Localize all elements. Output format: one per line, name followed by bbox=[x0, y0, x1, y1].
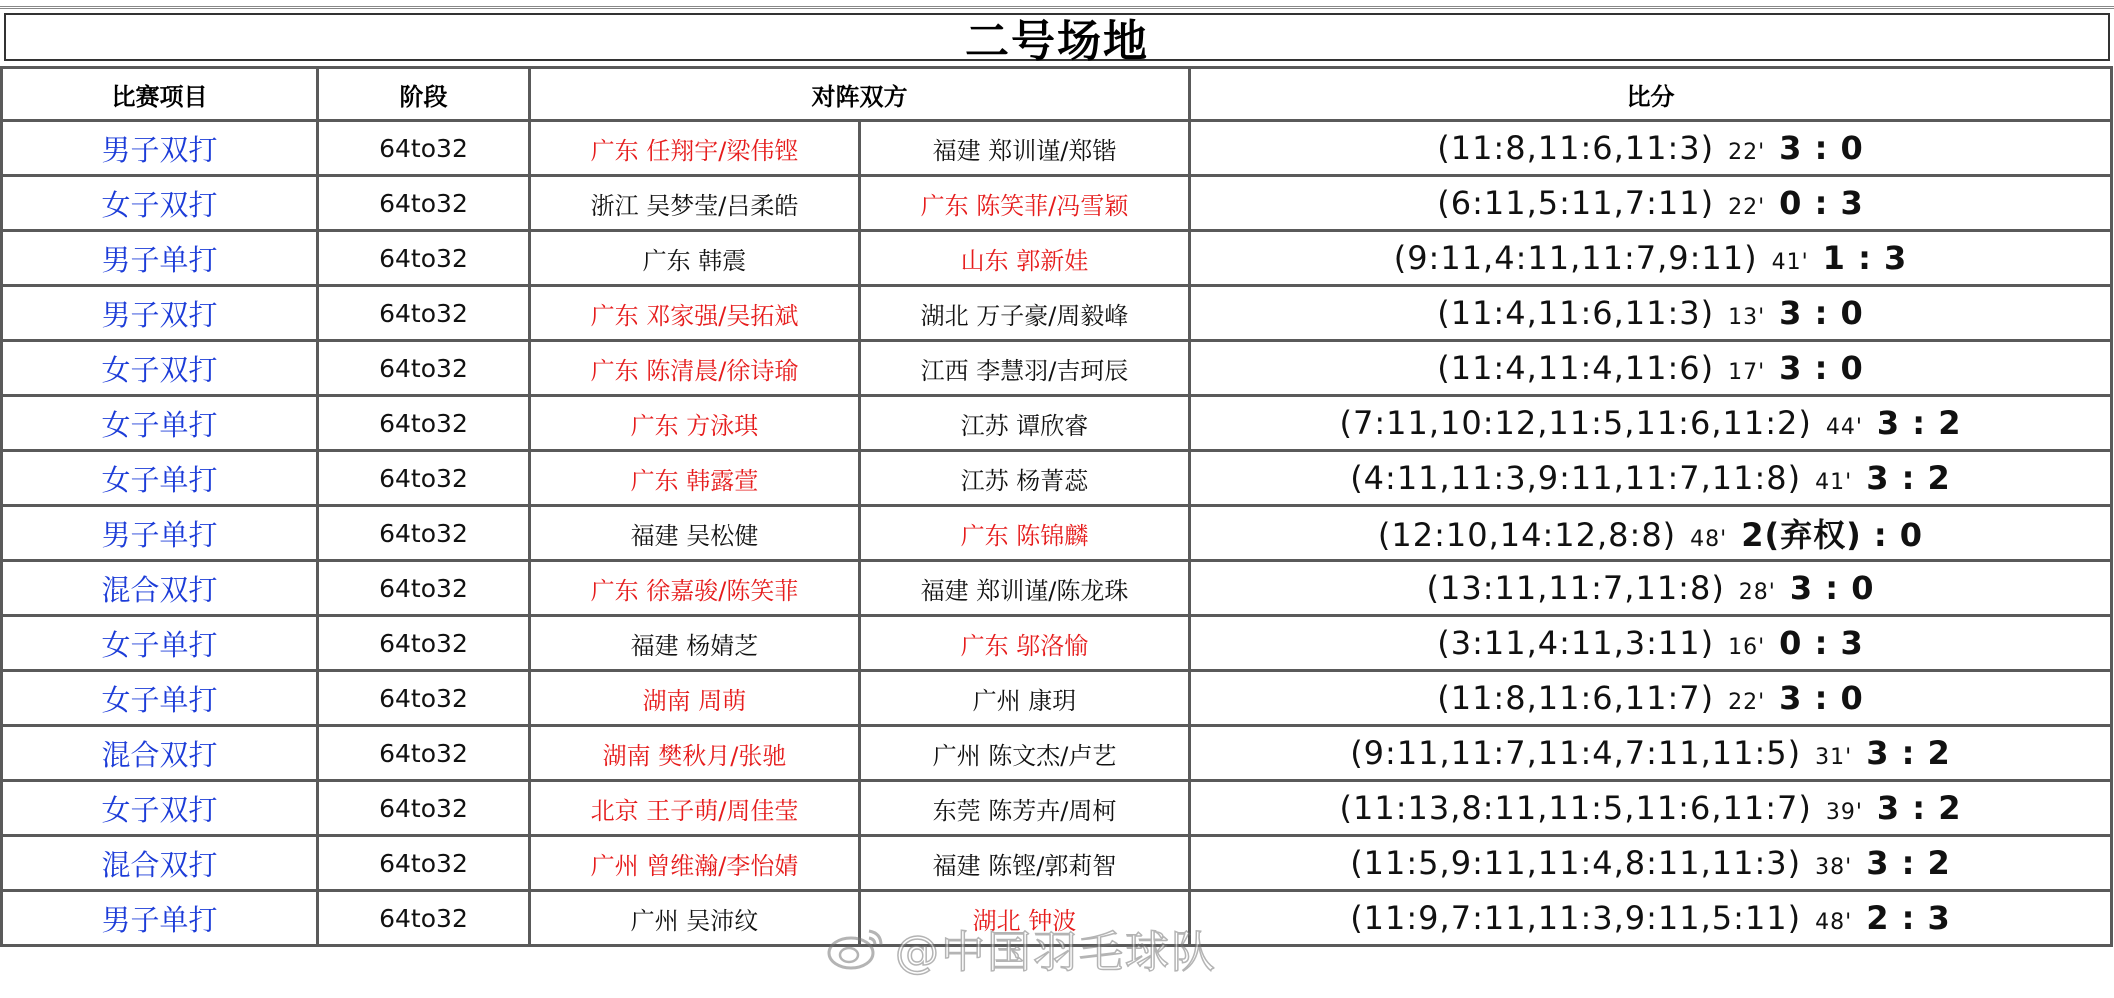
side-b-cell: 广州 陈文杰/卢艺 bbox=[860, 726, 1190, 781]
event-cell: 男子单打 bbox=[2, 231, 318, 286]
match-result: 3 : 2 bbox=[1876, 404, 1962, 442]
match-rows bbox=[2, 121, 2112, 946]
table-row bbox=[2, 341, 2112, 396]
stage-cell: 64to32 bbox=[318, 671, 530, 726]
score-cell bbox=[1190, 726, 2112, 781]
game-scores: (11:4,11:4,11:6) bbox=[1437, 349, 1715, 387]
table-row bbox=[2, 616, 2112, 671]
side-b-cell: 福建 郑训谨/郑锴 bbox=[860, 121, 1190, 176]
game-scores: (11:8,11:6,11:7) bbox=[1437, 679, 1715, 717]
score-cell bbox=[1190, 781, 2112, 836]
match-result: 3 : 0 bbox=[1779, 679, 1864, 717]
side-a-cell: 福建 杨婧芝 bbox=[530, 616, 860, 671]
match-duration: 39' bbox=[1825, 800, 1863, 825]
stage-cell: 64to32 bbox=[318, 616, 530, 671]
match-result: 3 : 2 bbox=[1866, 459, 1951, 497]
side-a-cell: 广东 任翔宇/梁伟铿 bbox=[530, 121, 860, 176]
match-duration: 48' bbox=[1690, 527, 1728, 552]
event-cell: 女子单打 bbox=[2, 396, 318, 451]
match-duration: 22' bbox=[1728, 195, 1766, 220]
side-b-cell: 广东 陈锦麟 bbox=[860, 506, 1190, 561]
match-duration: 28' bbox=[1738, 580, 1776, 605]
event-cell: 女子双打 bbox=[2, 341, 318, 396]
side-b-cell: 山东 郭新娃 bbox=[860, 231, 1190, 286]
stage-cell: 64to32 bbox=[318, 451, 530, 506]
table-header-row bbox=[2, 68, 2112, 121]
game-scores: (11:4,11:6,11:3) bbox=[1437, 294, 1715, 332]
side-a-cell: 北京 王子萌/周佳莹 bbox=[530, 781, 860, 836]
game-scores: (9:11,11:7,11:4,7:11,11:5) bbox=[1350, 734, 1802, 772]
match-result: 3 : 0 bbox=[1779, 294, 1864, 332]
table-row bbox=[2, 286, 2112, 341]
header-matchup: 对阵双方 bbox=[530, 68, 1190, 121]
match-duration: 31' bbox=[1815, 745, 1853, 770]
game-scores: (11:8,11:6,11:3) bbox=[1437, 129, 1715, 167]
side-b-cell: 江苏 杨菁蕊 bbox=[860, 451, 1190, 506]
score-cell bbox=[1190, 176, 2112, 231]
score-cell bbox=[1190, 451, 2112, 506]
score-cell bbox=[1190, 561, 2112, 616]
game-scores: (9:11,4:11,11:7,9:11) bbox=[1393, 239, 1758, 277]
event-cell: 女子单打 bbox=[2, 451, 318, 506]
match-result: 3 : 2 bbox=[1876, 789, 1962, 827]
side-a-cell: 湖南 樊秋月/张驰 bbox=[530, 726, 860, 781]
event-cell: 女子双打 bbox=[2, 176, 318, 231]
title-banner bbox=[4, 13, 2110, 67]
table-row bbox=[2, 781, 2112, 836]
table-row bbox=[2, 726, 2112, 781]
match-result: 3 : 0 bbox=[1779, 129, 1864, 167]
side-a-cell: 广东 陈清晨/徐诗瑜 bbox=[530, 341, 860, 396]
header-event: 比赛项目 bbox=[2, 68, 318, 121]
side-a-cell: 广州 曾维瀚/李怡婧 bbox=[530, 836, 860, 891]
stage-cell: 64to32 bbox=[318, 231, 530, 286]
side-b-cell: 湖北 万子豪/周毅峰 bbox=[860, 286, 1190, 341]
side-a-cell: 福建 吴松健 bbox=[530, 506, 860, 561]
score-cell bbox=[1190, 286, 2112, 341]
match-table bbox=[0, 66, 2113, 947]
stage-cell: 64to32 bbox=[318, 176, 530, 231]
match-duration: 17' bbox=[1728, 360, 1766, 385]
stage-cell: 64to32 bbox=[318, 891, 530, 946]
score-cell bbox=[1190, 836, 2112, 891]
table-row bbox=[2, 451, 2112, 506]
event-cell: 混合双打 bbox=[2, 561, 318, 616]
match-result: 2(弃权) : 0 bbox=[1741, 516, 1924, 554]
side-b-cell: 江西 李慧羽/吉珂辰 bbox=[860, 341, 1190, 396]
side-b-cell: 广州 康玥 bbox=[860, 671, 1190, 726]
game-scores: (4:11,11:3,9:11,11:7,11:8) bbox=[1350, 459, 1802, 497]
event-cell: 女子双打 bbox=[2, 781, 318, 836]
table-row bbox=[2, 891, 2112, 946]
side-a-cell: 广东 徐嘉骏/陈笑菲 bbox=[530, 561, 860, 616]
match-result: 2 : 3 bbox=[1866, 899, 1951, 937]
score-cell bbox=[1190, 231, 2112, 286]
match-duration: 16' bbox=[1728, 635, 1766, 660]
match-result: 0 : 3 bbox=[1779, 184, 1864, 222]
score-cell bbox=[1190, 396, 2112, 451]
stage-cell: 64to32 bbox=[318, 726, 530, 781]
match-duration: 22' bbox=[1728, 690, 1766, 715]
stage-cell: 64to32 bbox=[318, 561, 530, 616]
side-a-cell: 广东 韩露萱 bbox=[530, 451, 860, 506]
event-cell: 混合双打 bbox=[2, 726, 318, 781]
event-cell: 男子单打 bbox=[2, 891, 318, 946]
game-scores: (11:9,7:11,11:3,9:11,5:11) bbox=[1350, 899, 1802, 937]
game-scores: (13:11,11:7,11:8) bbox=[1426, 569, 1725, 607]
stage-cell: 64to32 bbox=[318, 506, 530, 561]
score-cell bbox=[1190, 341, 2112, 396]
event-cell: 混合双打 bbox=[2, 836, 318, 891]
side-b-cell: 福建 陈铿/郭莉智 bbox=[860, 836, 1190, 891]
event-cell: 男子单打 bbox=[2, 506, 318, 561]
side-a-cell: 广东 韩震 bbox=[530, 231, 860, 286]
table-row bbox=[2, 231, 2112, 286]
page-title: 二号场地 bbox=[965, 16, 1149, 67]
match-result: 1 : 3 bbox=[1822, 239, 1908, 277]
game-scores: (11:13,8:11,11:5,11:6,11:7) bbox=[1339, 789, 1812, 827]
game-scores: (7:11,10:12,11:5,11:6,11:2) bbox=[1339, 404, 1812, 442]
stage-cell: 64to32 bbox=[318, 781, 530, 836]
match-result: 3 : 2 bbox=[1866, 734, 1951, 772]
score-cell bbox=[1190, 671, 2112, 726]
stage-cell: 64to32 bbox=[318, 396, 530, 451]
match-result: 3 : 0 bbox=[1779, 349, 1864, 387]
score-cell bbox=[1190, 616, 2112, 671]
watermark-text: @中国羽毛球队 bbox=[895, 927, 1217, 978]
side-a-cell: 广州 吴沛纹 bbox=[530, 891, 860, 946]
side-b-cell: 广东 邬洛愉 bbox=[860, 616, 1190, 671]
event-cell: 女子单打 bbox=[2, 671, 318, 726]
match-duration: 41' bbox=[1771, 250, 1809, 275]
table-row bbox=[2, 396, 2112, 451]
table-row bbox=[2, 836, 2112, 891]
side-a-cell: 广东 方泳琪 bbox=[530, 396, 860, 451]
match-result: 0 : 3 bbox=[1779, 624, 1864, 662]
stage-cell: 64to32 bbox=[318, 286, 530, 341]
match-duration: 48' bbox=[1815, 910, 1853, 935]
game-scores: (3:11,4:11,3:11) bbox=[1437, 624, 1715, 662]
side-a-cell: 广东 邓家强/吴拓斌 bbox=[530, 286, 860, 341]
header-stage: 阶段 bbox=[318, 68, 530, 121]
match-duration: 41' bbox=[1815, 470, 1853, 495]
side-a-cell: 湖南 周萌 bbox=[530, 671, 860, 726]
game-scores: (12:10,14:12,8:8) bbox=[1377, 516, 1677, 554]
score-cell bbox=[1190, 506, 2112, 561]
stage-cell: 64to32 bbox=[318, 836, 530, 891]
game-scores: (11:5,9:11,11:4,8:11,11:3) bbox=[1350, 844, 1802, 882]
stage-cell: 64to32 bbox=[318, 121, 530, 176]
side-b-cell: 湖北 钟波 bbox=[860, 891, 1190, 946]
side-b-cell: 东莞 陈芳卉/周柯 bbox=[860, 781, 1190, 836]
match-result: 3 : 0 bbox=[1789, 569, 1875, 607]
header-score: 比分 bbox=[1190, 68, 2112, 121]
score-cell bbox=[1190, 121, 2112, 176]
table-row bbox=[2, 506, 2112, 561]
event-cell: 男子双打 bbox=[2, 286, 318, 341]
match-duration: 38' bbox=[1815, 855, 1853, 880]
side-b-cell: 福建 郑训谨/陈龙珠 bbox=[860, 561, 1190, 616]
score-cell bbox=[1190, 891, 2112, 946]
side-a-cell: 浙江 吴梦莹/吕柔皓 bbox=[530, 176, 860, 231]
side-b-cell: 广东 陈笑菲/冯雪颖 bbox=[860, 176, 1190, 231]
match-duration: 44' bbox=[1825, 415, 1863, 440]
table-row bbox=[2, 121, 2112, 176]
event-cell: 男子双打 bbox=[2, 121, 318, 176]
table-row bbox=[2, 176, 2112, 231]
game-scores: (6:11,5:11,7:11) bbox=[1437, 184, 1715, 222]
match-result: 3 : 2 bbox=[1866, 844, 1951, 882]
match-duration: 13' bbox=[1728, 305, 1766, 330]
table-row bbox=[2, 561, 2112, 616]
side-b-cell: 江苏 谭欣睿 bbox=[860, 396, 1190, 451]
table-row bbox=[2, 671, 2112, 726]
event-cell: 女子单打 bbox=[2, 616, 318, 671]
match-duration: 22' bbox=[1728, 140, 1766, 165]
stage-cell: 64to32 bbox=[318, 341, 530, 396]
